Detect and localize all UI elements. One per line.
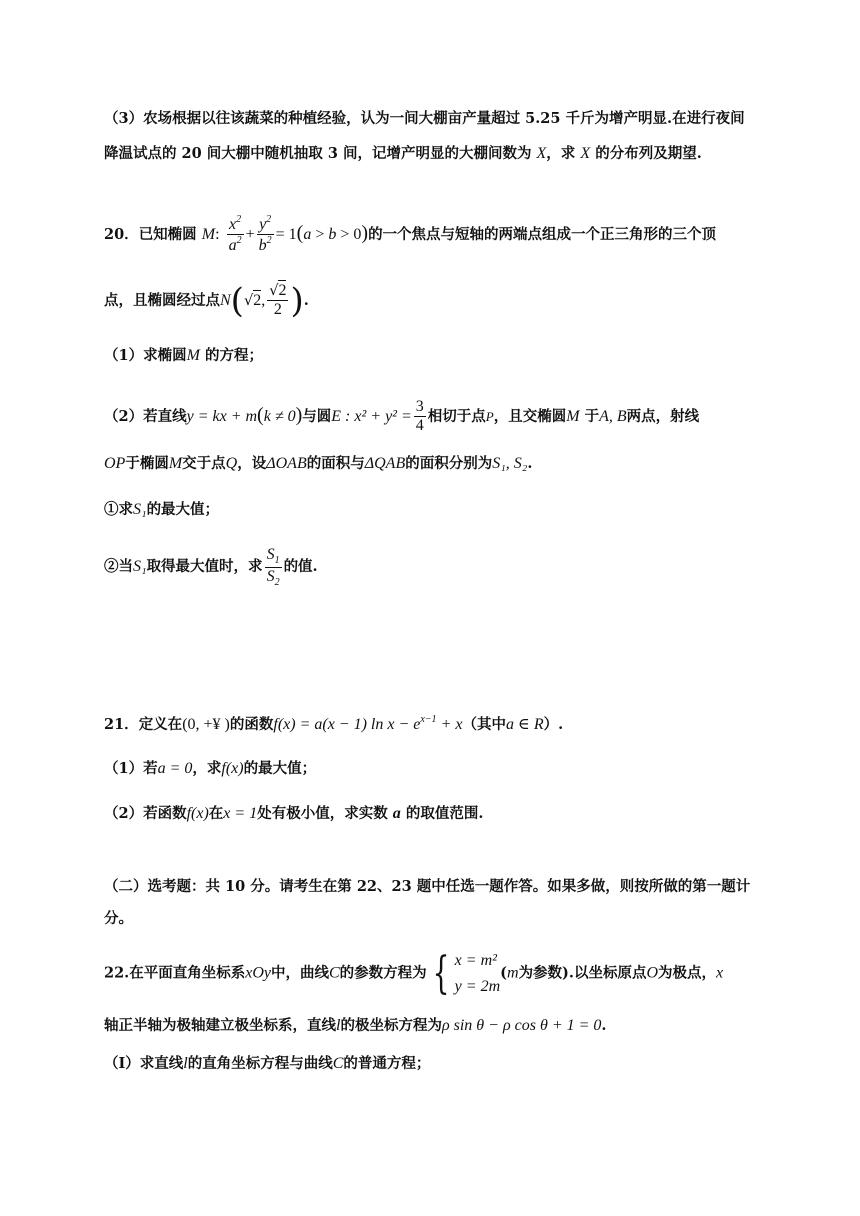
q21-text: ，求: [192, 760, 222, 777]
q21-part1: [104, 761, 316, 777]
function-fx: f(x): [186, 805, 209, 822]
q20-part1: [104, 348, 263, 364]
axis-x: x: [716, 964, 724, 982]
ellipse-name: M: [186, 347, 200, 364]
ray-op: OP: [104, 455, 126, 472]
q19-text: 千斤为增产明显.在进行夜间: [560, 110, 745, 127]
triangle-qab: ΔQAB: [364, 455, 406, 472]
a-in-reals: a ∈ R: [505, 716, 544, 733]
curve-c: C: [332, 1055, 344, 1072]
polar-equation: ρ sin θ − ρ cos θ + 1 = 0: [441, 1017, 602, 1034]
triangle-oab: ΔOAB: [266, 455, 307, 472]
q20-text: 的值.: [283, 558, 318, 575]
q21-text: ）.: [543, 716, 564, 733]
q20-text: 取得最大值时，求: [146, 558, 263, 575]
function-domain: (0, +¥ ): [182, 716, 230, 733]
q20-text: 相切于点: [427, 407, 486, 425]
q21-part2: [104, 806, 483, 822]
line-equation: y = kx + m: [186, 407, 258, 425]
area-ratio: $\frac{S_1}{S_2}$: [266, 546, 280, 588]
coordinate-system: xOy: [245, 964, 271, 982]
q20-text: （1）求椭圆: [104, 347, 187, 364]
var-a: a: [392, 805, 401, 822]
q22-text: 的参数方程为: [339, 964, 427, 982]
a-zero: a = 0: [157, 760, 193, 777]
q20-text: 两点，射线: [626, 407, 700, 425]
q20-text: .: [303, 291, 309, 309]
q22-text: 为参数).以坐标原点: [518, 964, 647, 982]
q20-line2: 点，且椭圆经过点N(√2, $\frac{√2}{2}$ ).: [104, 280, 309, 321]
q19-part3-line1: [104, 112, 745, 127]
q20-text: ，且交椭圆: [493, 407, 567, 425]
q22-part1: [104, 1056, 430, 1072]
parametric-eq-y: y = 2m: [454, 977, 501, 995]
q19-part3-line2: [104, 146, 702, 162]
q22-text: 中，曲线: [271, 964, 329, 982]
area-s1: S₁: [133, 558, 147, 575]
point-p: P: [485, 408, 494, 424]
q22-line2: [104, 1018, 606, 1034]
q21-text: （其中: [462, 716, 506, 733]
q20-sub1: [104, 502, 219, 518]
point-q: Q: [225, 455, 238, 472]
point-n-frac: $\frac{√2}{2}$: [269, 282, 287, 319]
areas-s1-s2: S₁, S₂: [492, 455, 528, 472]
q19-text: （3）农场根据以往该蔬菜的种植经验，认为一间大棚亩产量超过: [104, 110, 526, 127]
q20-text: （2）若直线: [104, 407, 187, 425]
radius-frac: $\frac{3}{4}$: [415, 398, 424, 435]
q22-text: (: [500, 964, 507, 982]
q21-text: 的最大值；: [243, 760, 317, 777]
q22-text: 轴正半轴为极轴建立极坐标系，直线: [104, 1017, 336, 1034]
q21-text: 的取值范围.: [400, 805, 484, 822]
ellipse-name: M: [201, 225, 216, 243]
q20-text: 于: [579, 407, 600, 425]
q22-text: 的普通方程；: [343, 1055, 431, 1072]
area-s1: S₁: [133, 501, 147, 518]
q20-text: 的一个焦点与短轴的两端点组成一个正三角形的三个顶: [368, 225, 717, 243]
points-ab: A, B: [599, 407, 627, 425]
parametric-system: { x = m² y = 2m: [432, 947, 501, 999]
function-fx: f(x): [221, 760, 244, 777]
q20-text: 的最大值；: [146, 501, 220, 518]
function-exponent: x−1: [420, 714, 437, 725]
question-number: 20．: [104, 225, 139, 243]
section2-line2: [104, 912, 133, 927]
function-tail: + x: [436, 716, 463, 733]
q20-line1: 20．已知椭圆 M: $\frac{x^2}{a^2}$ + $\frac{y^2}{b^2}$ = 1(a > b > 0)的一个焦点与短轴的两端点组成一个正三角形的三个顶: [104, 214, 717, 255]
ellipse-frac-x: $\frac{x^2}{a^2}$: [228, 214, 242, 255]
q21-text: 在: [208, 805, 224, 822]
q22-text: 的直角坐标方程与曲线: [187, 1055, 333, 1072]
q22-line1: [104, 948, 723, 999]
q21-text: （1）若: [104, 760, 158, 777]
line-l: l: [336, 1017, 341, 1034]
section2-text: （二）选考题：共 10 分。请考生在第 22、23 题中任选一题作答。如果多做，则按所做的第一题计: [104, 878, 751, 895]
q22-text: 的极坐标方程为: [340, 1017, 442, 1034]
var-x: X: [580, 145, 591, 162]
q20-text: 的面积与: [306, 455, 365, 472]
circle-equation: E : x² + y² =: [331, 407, 412, 425]
q21-text: 的函数: [229, 716, 274, 733]
section2-line1: [104, 880, 750, 895]
q21-text: 处有极小值，求实数: [257, 805, 393, 822]
x-one: x = 1: [223, 805, 258, 822]
line-l: l: [183, 1055, 188, 1072]
q20-text: ，设: [237, 455, 267, 472]
q20-text: ②当: [104, 558, 133, 575]
q19-threshold: 5.25: [525, 110, 561, 127]
q22-text: 为极点，: [658, 964, 717, 982]
function-definition: f(x) = a(x − 1) ln x − e: [273, 716, 421, 733]
q21-text: 定义在: [138, 716, 183, 733]
q20-part2-line2: [104, 456, 532, 472]
ellipse-frac-y: $\frac{y^2}{b^2}$: [258, 214, 272, 255]
q20-sub2: [104, 546, 318, 588]
question-number: 22.: [104, 964, 130, 982]
ellipse-name: M: [168, 455, 183, 472]
q20-text: 已知椭圆: [138, 225, 197, 243]
q20-text: .: [527, 455, 533, 472]
q20-part2-line1: （2）若直线y = kx + m(k ≠ 0)与圆E : x² + y² = $\frac{3}{4}$ 相切于点P，且交椭圆M 于A, B两点，射线: [104, 398, 700, 435]
q20-text: 与圆: [302, 407, 332, 425]
param-m: m: [507, 964, 519, 982]
q20-text: 交于点: [182, 455, 226, 472]
q21-line1: [104, 715, 563, 733]
question-number: 21．: [104, 716, 139, 733]
q19-text: 的分布列及期望.: [590, 145, 702, 162]
q22-text: （Ⅰ）求直线: [104, 1055, 184, 1072]
curve-c: C: [329, 964, 340, 982]
origin-o: O: [646, 964, 659, 982]
q20-text: ①求: [104, 501, 133, 518]
ellipse-name: M: [566, 407, 580, 425]
var-x: X: [536, 145, 547, 162]
q20-text: 的面积分别为: [405, 455, 493, 472]
q21-text: （2）若函数: [104, 805, 187, 822]
slope-condition: k ≠ 0: [263, 407, 296, 425]
q20-text: 点，且椭圆经过点: [104, 291, 220, 309]
section2-text: 分。: [104, 910, 133, 927]
parametric-eq-x: x = m²: [454, 952, 497, 969]
q20-text: 于椭圆: [125, 455, 169, 472]
q22-text: 在平面直角坐标系: [129, 964, 246, 982]
q22-text: .: [601, 1017, 607, 1034]
q20-text: 的方程；: [199, 347, 263, 364]
q19-text: 降温试点的 20 间大棚中随机抽取 3 间，记增产明显的大棚间数为: [104, 145, 537, 162]
q19-text: ，求: [546, 145, 581, 162]
point-n: N: [220, 291, 231, 309]
